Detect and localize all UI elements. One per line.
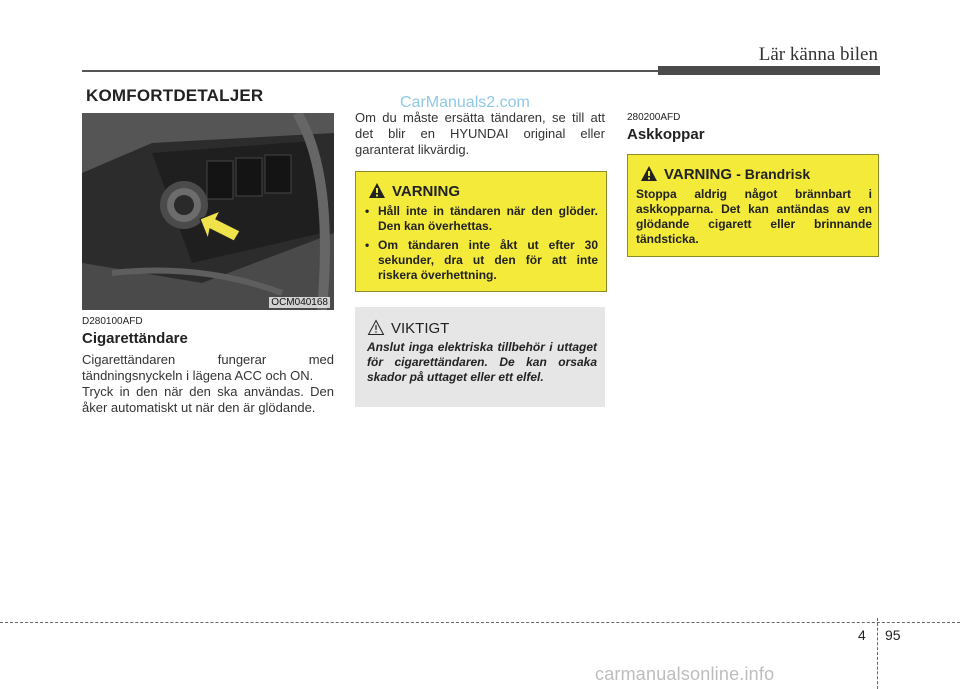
warning-triangle-icon xyxy=(640,165,658,182)
page-number: 95 xyxy=(885,627,901,643)
paragraph: Tryck in den när den ska användas. Den åker automatiskt ut när den är glödande. xyxy=(82,384,334,415)
chapter-header-title: Lär känna bilen xyxy=(758,44,878,65)
section-code: 280200AFD xyxy=(627,112,681,123)
footer-divider xyxy=(0,622,960,623)
section-title: KOMFORTDETALJER xyxy=(86,86,264,105)
paragraph: Om du måste ersätta tändaren, se till att det blir en HYUNDAI original eller garanterat likvärdig. xyxy=(355,110,605,157)
warning-title: VARNING xyxy=(392,183,461,200)
warning-item: • Håll inte in tändaren när den glöder. Den kan överhettas. xyxy=(364,204,598,234)
watermark-top[interactable]: CarManuals2.com xyxy=(400,94,530,111)
section-code: D280100AFD xyxy=(82,316,143,327)
footer-vertical-divider xyxy=(877,618,878,689)
header-divider-bar xyxy=(658,66,880,75)
warning-box xyxy=(355,171,607,292)
heading-ashtrays: Askkoppar xyxy=(627,126,705,143)
warning-title-main: VARNING xyxy=(664,166,733,183)
fire-warning-box xyxy=(627,154,879,257)
chapter-number: 4 xyxy=(858,627,866,643)
warning-title xyxy=(664,166,810,183)
watermark-bottom[interactable]: carmanualsonline.info xyxy=(595,664,775,684)
cigarette-lighter-photo xyxy=(82,113,334,310)
image-code: OCM040168 xyxy=(271,297,328,308)
paragraph: Cigarettändaren fungerar med tändningsnyckeln i lägena ACC och ON. xyxy=(82,352,334,383)
warning-title-subtitle: - Brandrisk xyxy=(736,166,811,182)
warning-item: • Om tändaren inte åkt ut efter 30 sekunder, dra ut den för att inte riskera överhettning. xyxy=(364,238,598,283)
notice-text: Anslut inga elektriska tillbehör i uttaget för cigarettändaren. De kan orsaka skador på uttaget eller ett elfel. xyxy=(367,340,597,384)
warning-triangle-icon xyxy=(368,182,386,199)
notice-title: VIKTIGT xyxy=(391,320,450,337)
warning-text: Stoppa aldrig något brännbart i askkopparna. Det kan antändas av en glödande cigarett eller brinnande tändsticka. xyxy=(636,187,872,246)
caution-triangle-icon xyxy=(367,319,385,336)
heading-cigarette-lighter: Cigarettändare xyxy=(82,330,188,347)
warning-list xyxy=(364,204,598,287)
notice-box xyxy=(355,307,605,407)
